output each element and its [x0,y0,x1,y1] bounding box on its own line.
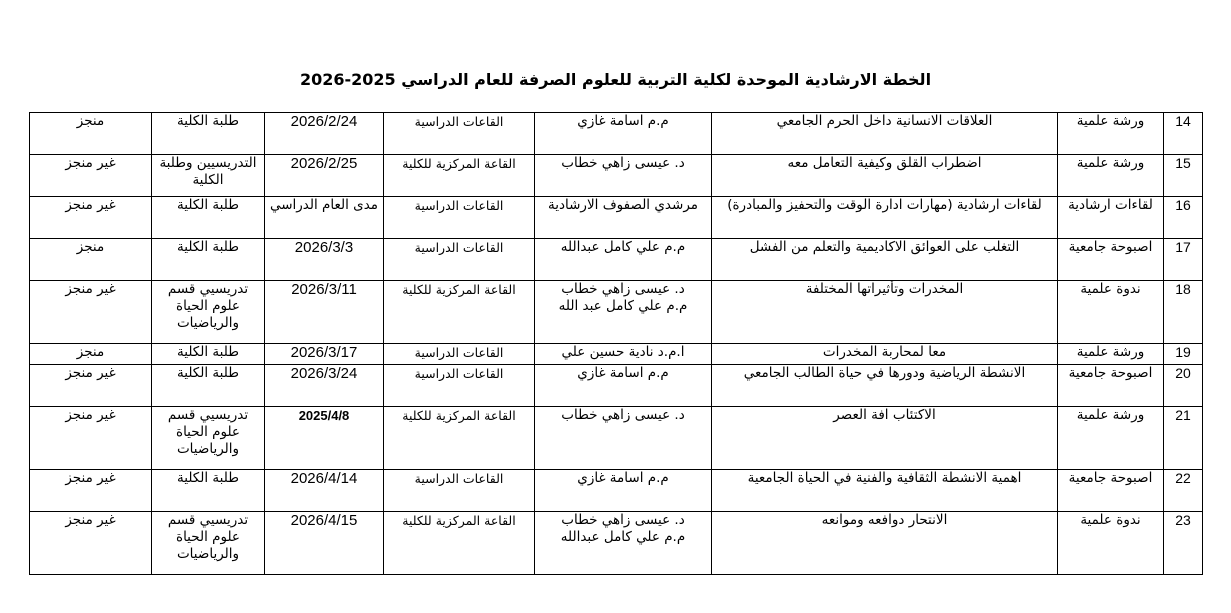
activity-type: اصبوحة جامعية [1058,365,1164,407]
target-audience [152,239,265,281]
completion-status: منجز [30,239,152,281]
activity-title: الانشطة الرياضية ودورها في حياة الطالب الجامعي [712,365,1058,407]
target-audience [152,197,265,239]
table-row [30,365,1203,407]
target-audience [152,113,265,155]
presenter [535,470,712,512]
table-row [30,113,1203,155]
target-audience [152,407,265,470]
presenter [535,344,712,365]
target-audience [152,512,265,575]
activity-title: اهمية الانشطة الثقافية والفنية في الحياة الجامعية [712,470,1058,512]
target-audience-line: طلبة الكلية [177,239,239,255]
activity-date: 2026/4/15 [265,512,384,575]
activity-date: 2026/3/11 [265,281,384,344]
table-row [30,197,1203,239]
location: القاعات الدراسية [384,344,535,365]
presenter [535,197,712,239]
row-number: 21 [1164,407,1203,470]
target-audience-line: تدريسيي قسم [167,512,249,528]
row-number: 18 [1164,281,1203,344]
presenter-line: ا.م.د نادية حسين علي [561,344,685,360]
activity-date: 2026/4/14 [265,470,384,512]
activity-title: التغلب على العوائق الاكاديمية والتعلم من الفشل [712,239,1058,281]
activity-date: مدى العام الدراسي [265,197,384,239]
activity-date: 2026/3/17 [265,344,384,365]
row-number: 23 [1164,512,1203,575]
activity-type: ندوة علمية [1058,512,1164,575]
target-audience [152,281,265,344]
activity-title: اضطراب القلق وكيفية التعامل معه [712,155,1058,197]
row-number: 16 [1164,197,1203,239]
row-number: 20 [1164,365,1203,407]
location: القاعات الدراسية [384,113,535,155]
presenter-line: د. عيسى زاهي خطاب [561,155,685,171]
target-audience [152,470,265,512]
activity-title: معا لمحاربة المخدرات [712,344,1058,365]
row-number: 15 [1164,155,1203,197]
target-audience-line: طلبة الكلية [177,197,239,213]
location: القاعات الدراسية [384,365,535,407]
target-audience-line: طلبة الكلية [177,113,239,129]
activity-date: 2026/2/24 [265,113,384,155]
table-row [30,512,1203,575]
target-audience-line: علوم الحياة [176,298,240,314]
presenter [535,239,712,281]
table-row [30,155,1203,197]
presenter-line: د. عيسى زاهي خطاب [561,512,685,528]
target-audience-line: التدريسيين وطلبة [159,155,257,171]
activity-date: 2026/2/25 [265,155,384,197]
presenter-line: د. عيسى زاهي خطاب [561,407,685,423]
activity-type: ندوة علمية [1058,281,1164,344]
location: القاعة المركزية للكلية [384,407,535,470]
target-audience [152,365,265,407]
activity-title: لقاءات ارشادية (مهارات ادارة الوقت والتحفيز والمبادرة) [712,197,1058,239]
target-audience-line: والرياضيات [176,441,240,457]
location: القاعة المركزية للكلية [384,512,535,575]
completion-status: غير منجز [30,470,152,512]
target-audience-line: طلبة الكلية [177,365,239,381]
target-audience-line: طلبة الكلية [177,470,239,486]
presenter [535,365,712,407]
activity-date: 2025/4/8 [265,407,384,470]
activity-type: لقاءات ارشادية [1058,197,1164,239]
row-number: 17 [1164,239,1203,281]
presenter-line: مرشدي الصفوف الارشادية [548,197,698,213]
target-audience [152,155,265,197]
target-audience-line: تدريسيي قسم [167,407,249,423]
table-row [30,470,1203,512]
target-audience-line: طلبة الكلية [177,344,239,360]
target-audience-line: علوم الحياة [176,529,240,545]
activity-title: العلاقات الانسانية داخل الحرم الجامعي [712,113,1058,155]
activity-type: اصبوحة جامعية [1058,239,1164,281]
presenter-line: م.م اسامة غازي [577,113,669,129]
page-title: الخطة الارشادية الموحدة لكلية التربية للعلوم الصرفة للعام الدراسي 2025-2026 [299,70,932,89]
table-row [30,239,1203,281]
location: القاعات الدراسية [384,470,535,512]
presenter-line: د. عيسى زاهي خطاب [561,281,685,297]
activity-type: ورشة علمية [1058,407,1164,470]
completion-status: غير منجز [30,365,152,407]
activity-type: ورشة علمية [1058,113,1164,155]
presenter [535,407,712,470]
row-number: 14 [1164,113,1203,155]
presenter-line: م.م اسامة غازي [577,365,669,381]
presenter [535,155,712,197]
location: القاعات الدراسية [384,197,535,239]
target-audience-line: تدريسيي قسم [167,281,249,297]
target-audience [152,344,265,365]
completion-status: غير منجز [30,512,152,575]
target-audience-line: الكلية [192,172,224,188]
presenter-line: م.م علي كامل عبد الله [558,298,688,314]
presenter [535,512,712,575]
activity-date: 2026/3/3 [265,239,384,281]
completion-status: غير منجز [30,281,152,344]
presenter-line: م.م علي كامل عبدالله [560,529,686,545]
row-number: 22 [1164,470,1203,512]
table-row [30,281,1203,344]
location: القاعات الدراسية [384,239,535,281]
presenter [535,113,712,155]
presenter-line: م.م اسامة غازي [577,470,669,486]
activity-title: المخدرات وتأثيراتها المختلفة [712,281,1058,344]
table-row [30,344,1203,365]
row-number: 19 [1164,344,1203,365]
presenter-line: م.م علي كامل عبدالله [560,239,686,255]
target-audience-line: والرياضيات [176,546,240,562]
table-row [30,407,1203,470]
completion-status: غير منجز [30,407,152,470]
completion-status: منجز [30,344,152,365]
target-audience-line: والرياضيات [176,315,240,331]
activity-title: الاكتئاب افة العصر [712,407,1058,470]
activity-type: ورشة علمية [1058,155,1164,197]
completion-status: غير منجز [30,155,152,197]
location: القاعة المركزية للكلية [384,281,535,344]
guidance-plan-table [29,112,1203,575]
location: القاعة المركزية للكلية [384,155,535,197]
completion-status: منجز [30,113,152,155]
table-body [30,113,1203,575]
presenter [535,281,712,344]
target-audience-line: علوم الحياة [176,424,240,440]
activity-type: ورشة علمية [1058,344,1164,365]
activity-type: اصبوحة جامعية [1058,470,1164,512]
activity-title: الانتحار دوافعه وموانعه [712,512,1058,575]
completion-status: غير منجز [30,197,152,239]
activity-date: 2026/3/24 [265,365,384,407]
